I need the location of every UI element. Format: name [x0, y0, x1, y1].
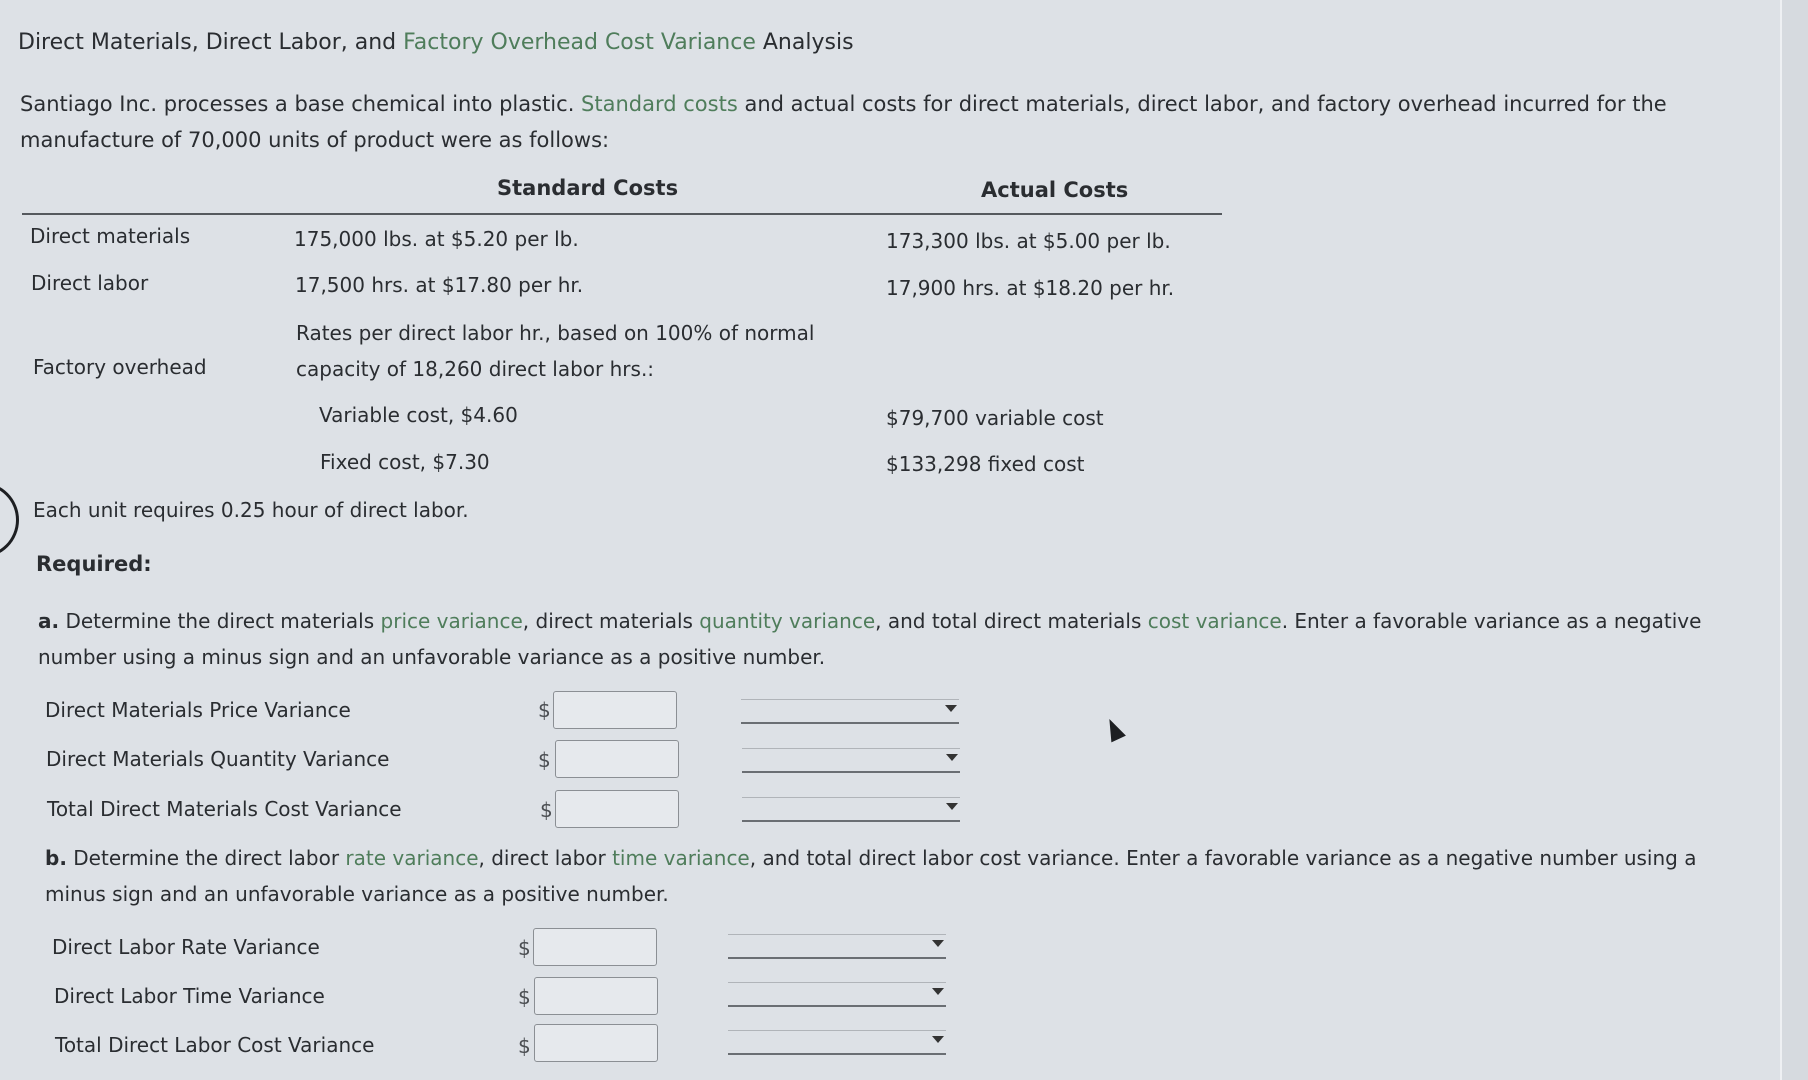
part-b-letter: b. [45, 846, 67, 870]
dl-rate-dollar-sign: $ [518, 936, 531, 960]
link-cost-variance[interactable]: cost variance [1147, 609, 1282, 633]
part-b-instructions [45, 840, 1755, 912]
part-a-text-4: . Enter a favorable variance as a negative number using a minus sign and an unfavorable variance as a positive number. [38, 609, 1702, 669]
row-label-direct-labor: Direct labor [31, 271, 149, 295]
intro-link-standard-costs[interactable]: Standard costs [581, 92, 738, 116]
total-dl-cost-variance-label: Total Direct Labor Cost Variance [55, 1033, 375, 1057]
title-link-factory-overhead-cost-variance[interactable]: Factory Overhead Cost Variance [403, 30, 756, 55]
chevron-down-icon [946, 803, 958, 810]
dl-actual-cost: 17,900 hrs. at $18.20 per hr. [886, 276, 1175, 300]
foh-standard-line2: capacity of 18,260 direct labor hrs.: [296, 357, 655, 381]
header-actual-costs: Actual Costs [981, 178, 1129, 202]
dm-price-dollar-sign: $ [538, 698, 551, 722]
fixed-cost-standard: Fixed cost, $7.30 [320, 450, 490, 474]
fixed-cost-actual: $133,298 fixed cost [886, 452, 1085, 476]
dl-time-variance-select[interactable] [728, 982, 946, 1007]
dl-time-variance-input[interactable] [534, 977, 658, 1015]
dm-quantity-variance-select[interactable] [742, 748, 960, 773]
link-rate-variance[interactable]: rate variance [345, 846, 479, 870]
dm-actual-cost: 173,300 lbs. at $5.00 per lb. [886, 229, 1171, 253]
intro-paragraph [20, 86, 1780, 158]
dl-rate-variance-label: Direct Labor Rate Variance [52, 935, 320, 959]
chevron-down-icon [946, 754, 958, 761]
chevron-down-icon [932, 940, 944, 947]
part-a-instructions [38, 603, 1758, 675]
total-dl-cost-variance-input[interactable] [534, 1024, 658, 1062]
part-b-text-3: , and total direct labor cost variance. Enter a favorable variance as a negative number using a minus sign and an unfavorable variance as a positive number. [45, 846, 1697, 906]
mouse-cursor-icon [1102, 716, 1126, 743]
header-standard-costs: Standard Costs [497, 176, 679, 200]
total-dl-dollar-sign: $ [518, 1034, 531, 1058]
link-price-variance[interactable]: price variance [380, 609, 523, 633]
dm-price-variance-select[interactable] [741, 699, 959, 724]
dm-quantity-variance-label: Direct Materials Quantity Variance [46, 747, 390, 771]
foh-standard-line1: Rates per direct labor hr., based on 100% of normal [296, 321, 815, 345]
intro-text-end: and actual costs for direct materials, direct labor, and factory overhead incurred for the manufacture of 70,000 units of product were as follows: [20, 92, 1667, 152]
part-b-text-1: Determine the direct labor [66, 846, 346, 870]
title-text-end: Analysis [755, 30, 854, 55]
dl-time-variance-label: Direct Labor Time Variance [54, 984, 325, 1008]
chevron-down-icon [932, 1036, 944, 1043]
part-b-text-2: , direct labor [478, 846, 613, 870]
part-a-text-2: , direct materials [522, 609, 700, 633]
unit-labor-note: Each unit requires 0.25 hour of direct labor. [33, 498, 469, 522]
intro-text-start: Santiago Inc. processes a base chemical into plastic. [20, 92, 582, 116]
dm-quantity-variance-input[interactable] [555, 740, 679, 778]
total-dm-cost-variance-label: Total Direct Materials Cost Variance [47, 797, 402, 821]
dm-standard-cost: 175,000 lbs. at $5.20 per lb. [294, 227, 579, 251]
dl-time-dollar-sign: $ [518, 985, 531, 1009]
row-label-factory-overhead: Factory overhead [33, 355, 207, 379]
dm-price-variance-input[interactable] [553, 691, 677, 729]
part-a-text-1: Determine the direct materials [59, 609, 381, 633]
variable-cost-actual: $79,700 variable cost [886, 406, 1104, 430]
part-a-letter: a. [38, 609, 60, 633]
chevron-down-icon [932, 988, 944, 995]
dm-price-variance-label: Direct Materials Price Variance [45, 698, 351, 722]
dl-rate-variance-input[interactable] [533, 928, 657, 966]
title-text-start: Direct Materials, Direct Labor, and [18, 30, 404, 55]
total-dm-cost-variance-input[interactable] [555, 790, 679, 828]
row-label-direct-materials: Direct materials [30, 224, 191, 248]
dl-standard-cost: 17,500 hrs. at $17.80 per hr. [295, 273, 584, 297]
total-dm-dollar-sign: $ [540, 798, 553, 822]
total-dl-cost-variance-select[interactable] [728, 1030, 946, 1055]
link-quantity-variance[interactable]: quantity variance [699, 609, 876, 633]
link-time-variance[interactable]: time variance [612, 846, 750, 870]
dl-rate-variance-select[interactable] [728, 934, 946, 959]
page-title [18, 30, 854, 55]
variable-cost-standard: Variable cost, $4.60 [319, 403, 518, 427]
table-header-rule [22, 213, 1222, 215]
dm-quantity-dollar-sign: $ [538, 748, 551, 772]
partial-circle-icon [0, 482, 19, 558]
chevron-down-icon [945, 705, 957, 712]
part-a-text-3: , and total direct materials [875, 609, 1148, 633]
total-dm-cost-variance-select[interactable] [742, 797, 960, 822]
required-heading: Required: [36, 552, 152, 576]
